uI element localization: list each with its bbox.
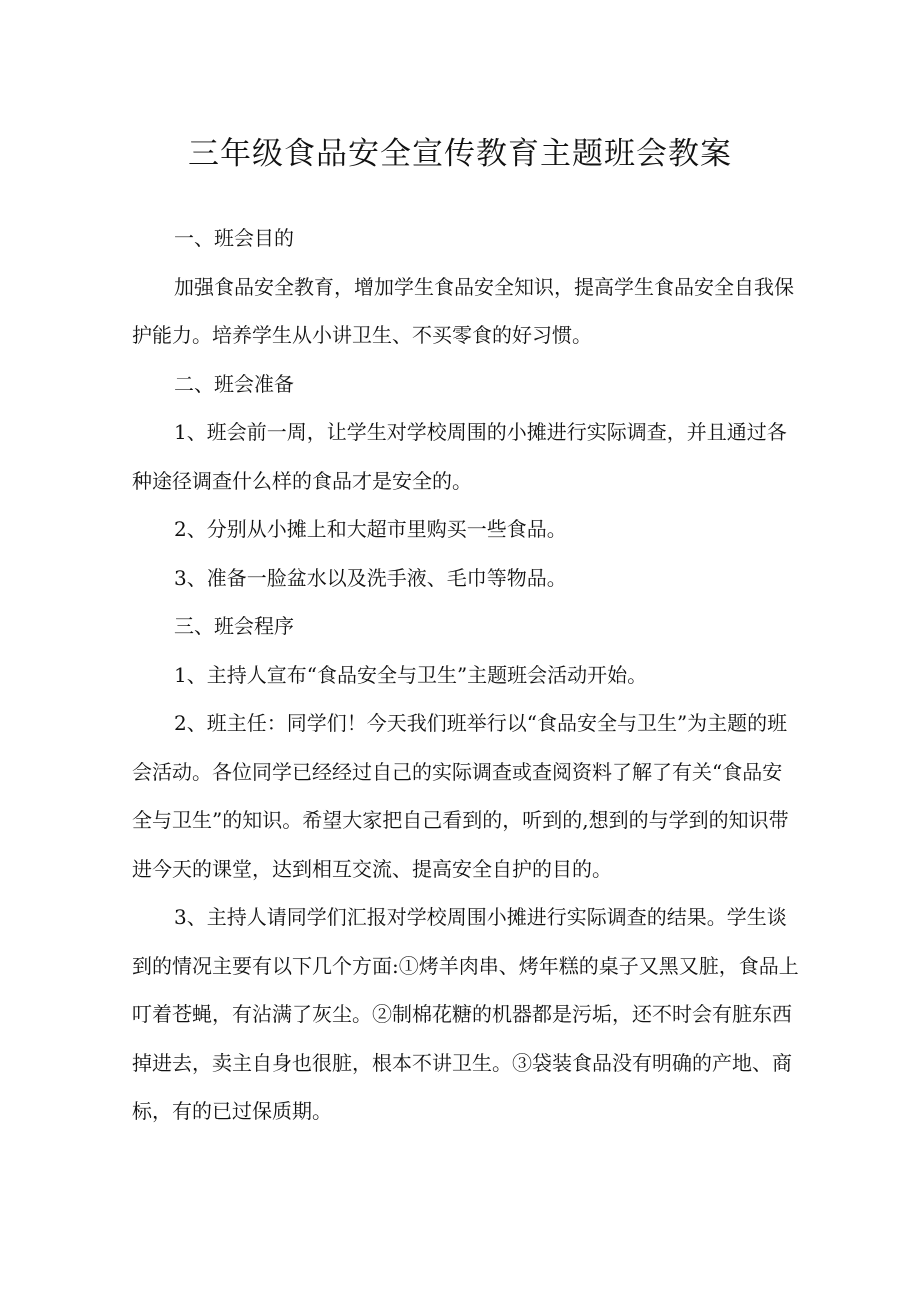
paragraph-preparation-1: 1、班会前一周，让学生对学校周围的小摊进行实际调查，并且通过各种途径调查什么样的食品才是安全的。 (132, 420, 787, 493)
section-heading-preparation: 二、班会准备 (174, 371, 294, 396)
paragraph-procedure-1: 1、主持人宣布“食品安全与卫生”主题班会活动开始。 (174, 662, 648, 687)
section-heading-procedure: 三、班会程序 (174, 614, 294, 638)
document-body (132, 214, 800, 1136)
paragraph-procedure-3: 3、主持人请同学们汇报对学校周围小摊进行实际调查的结果。学生谈到的情况主要有以下几个方面:①烤羊肉串、烤年糕的桌子又黑又脏，食品上叮着苍蝇，有沾满了灰尘。②制棉花糖的机器都是污垢，还不时会有脏东西掉进去，卖主自身也很脏，根本不讲卫生。③袋装食品没有明确的产地、商标，有的已过保质期。 (132, 905, 799, 1123)
paragraph-preparation-3: 3、准备一脸盆水以及洗手液、毛巾等物品。 (174, 565, 567, 590)
document-title: 三年级食品安全宣传教育主题班会教案 (188, 136, 732, 172)
paragraph-purpose: 加强食品安全教育，增加学生食品安全知识，提高学生食品安全自我保护能力。培养学生从小讲卫生、不买零食的好习惯。 (132, 274, 794, 347)
paragraph-preparation-2: 2、分别从小摊上和大超市里购买一些食品。 (174, 517, 567, 541)
section-heading-purpose: 一、班会目的 (174, 226, 294, 250)
paragraph-procedure-2: 2、班主任：同学们！今天我们班举行以“食品安全与卫生”为主题的班会活动。各位同学已经经过自己的实际调查或查阅资料了解了有关“食品安全与卫生”的知识。希望大家把自己看到的，听到的,想到的与学到的知识带进今天的课堂，达到相互交流、提高安全自护的目的。 (132, 711, 789, 881)
